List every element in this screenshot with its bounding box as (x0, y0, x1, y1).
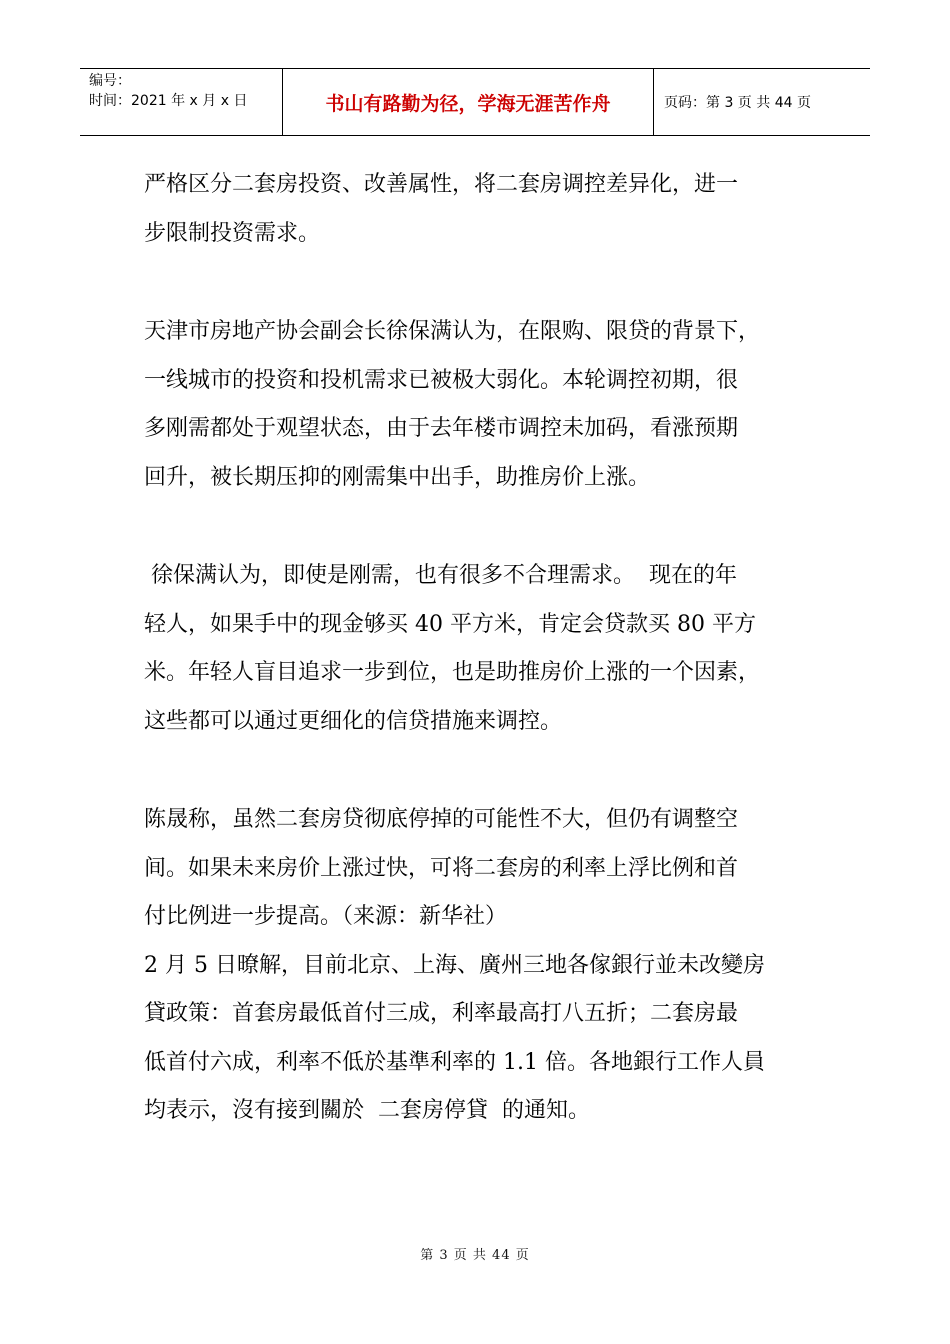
text-line: 低首付六成，利率不低於基準利率的 1.1 倍。各地銀行工作人員 (144, 1049, 765, 1075)
text-line: 回升，被长期压抑的刚需集中出手，助推房价上涨。 (144, 464, 651, 490)
paragraph (144, 552, 816, 746)
text-line: 2 月 5 日暸解，目前北京、上海、廣州三地各傢銀行並未改變房 (144, 952, 765, 978)
text-line: 貸政策：首套房最低首付三成，利率最高打八五折；二套房最 (144, 1001, 739, 1026)
text-line: 一线城市的投资和投机需求已被极大弱化。本轮调控初期，很 (144, 367, 739, 393)
paragraph-gap (144, 502, 816, 552)
text-line: 多刚需都处于观望状态，由于去年楼市调控未加码，看涨预期 (144, 416, 739, 441)
header-meta (80, 69, 282, 135)
footer-page-number: 第 3 页 共 44 页 (420, 1248, 530, 1263)
text-line: 天津市房地产协会副会长徐保满认为，在限购、限贷的背景下， (144, 319, 761, 344)
document-number-label: 编号： (89, 73, 131, 89)
header-motto (282, 69, 654, 135)
document-date-label: 时间：2021 年 x 月 x 日 (89, 93, 248, 109)
document-header (80, 68, 870, 136)
paragraph (144, 308, 816, 502)
text-line: 付比例进一步提高。（来源：新华社） (144, 904, 508, 929)
text-line: 间。如果未来房价上涨过快，可将二套房的利率上浮比例和首 (144, 855, 739, 881)
paragraph-gap (144, 258, 816, 308)
paragraph (144, 796, 816, 1136)
text-line: 徐保满认为，即使是刚需，也有很多不合理需求。 现在的年 (144, 563, 737, 588)
document-body (144, 161, 816, 1136)
text-line: 陈晟称，虽然二套房贷彻底停掉的可能性不大，但仍有调整空 (144, 807, 739, 832)
motto-text: 书山有路勤为径，学海无涯苦作舟 (325, 92, 611, 115)
text-line: 严格区分二套房投资、改善属性，将二套房调控差异化，进一 (144, 172, 739, 197)
text-line: 这些都可以通过更细化的信贷措施来调控。 (144, 708, 563, 734)
paragraph-gap (144, 746, 816, 796)
page-footer (0, 1244, 950, 1263)
text-line: 步限制投资需求。 (144, 220, 321, 246)
page-number-label: 页码：第 3 页 共 44 页 (664, 95, 811, 111)
paragraph (144, 161, 816, 258)
text-line: 轻人，如果手中的现金够买 40 平方米，肯定会贷款买 80 平方 (144, 611, 756, 637)
text-line: 米。年轻人盲目追求一步到位，也是助推房价上涨的一个因素， (144, 660, 761, 685)
text-line: 均表示，沒有接到關於 二套房停貸 的通知。 (144, 1098, 590, 1123)
header-page-info (654, 69, 870, 135)
